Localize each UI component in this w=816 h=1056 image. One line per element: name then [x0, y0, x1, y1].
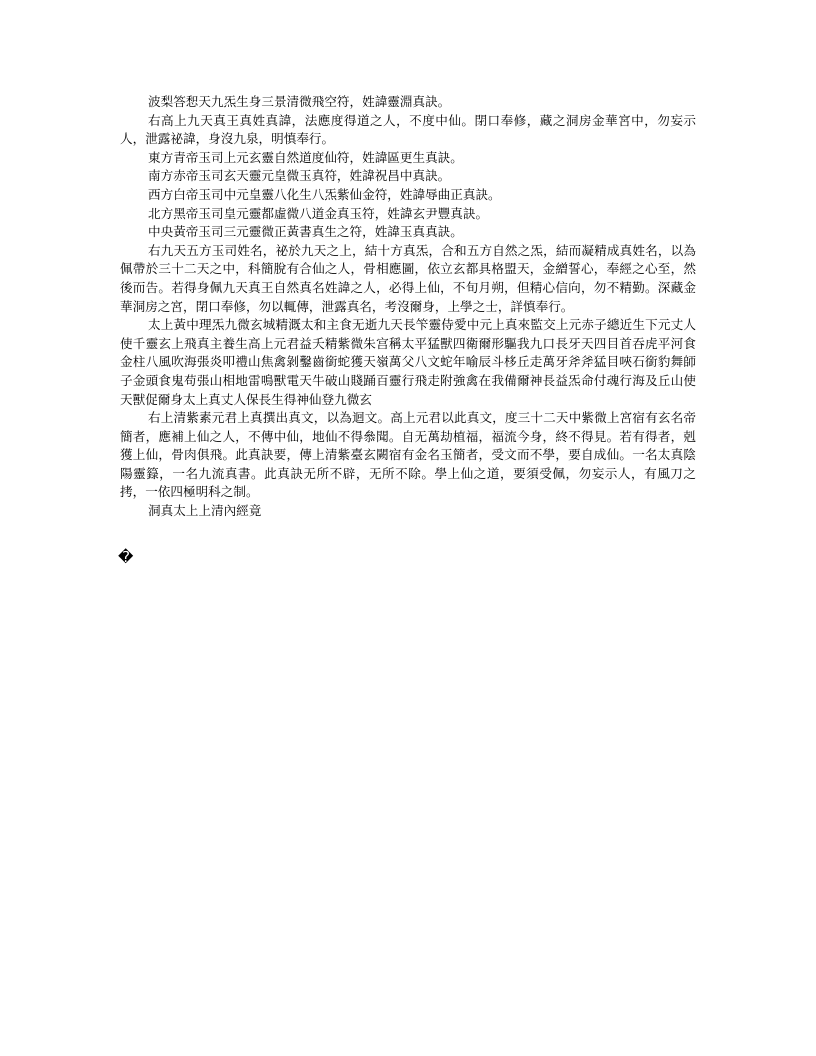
paragraph-colophon: 洞真太上上清內經竟: [148, 503, 262, 519]
paragraph-five-directions-note: 右九天五方玉司姓名，祕於九天之上，結十方真炁，合和五方自然之炁，結而凝精成真姓名，以為佩帶於三十二天之中，科簡脫有合仙之人，骨相應圖，依立玄都具格盟天，金繒誓心，奉經之心至，然後而告。若得身佩九天真王自然真名姓諱之人，必得上仙，不旬月朔，但精心信向，勿不精勤。深藏金華洞房之宮，閉口奉修，勿以輒傳，泄露真名，考沒爾身，上學之士，詳慎奉行。: [120, 242, 696, 314]
paragraph-talisman-heading: 波梨答惒天九炁生身三景清微飛空符，姓諱靈淵真訣。: [148, 94, 451, 109]
paragraph-north: 北方黑帝玉司皇元靈都虛微八道金真玉符，姓諱玄尹豐真訣。: [148, 205, 489, 221]
paragraph-west: 西方白帝玉司中元皇靈八化生八炁紫仙金符，姓諱辱曲正真訣。: [148, 186, 501, 202]
paragraph-nine-heavens-note: 右高上九天真王真姓真諱，法應度得道之人，不度中仙。閉口奉修，藏之洞房金華宮中，勿妄示人，泄露祕諱，身沒九泉，明慎奉行。: [120, 112, 696, 147]
paragraph-closing-note: 右上清紫素元君上真撰出真文，以為迴文。高上元君以此真文，度三十二天中紫微上宮宿有玄名帝簡者，應補上仙之人，不傳中仙，地仙不得叅聞。自无萬劫植福，福流今身，終不得見。若有得者，剋獲上仙，骨肉俱飛。此真訣要，傳上清紫臺玄闕宿有金名玉簡者，受文而不學，要自成仙。一名太真陰陽靈籙，一名九流真書。此真訣无所不辟，无所不除。學上仙之道，要須受佩，勿妄示人，有風刀之拷，一依四極明科之制。: [120, 410, 696, 500]
paragraph-center: 中央黃帝玉司三元靈微正黃書真生之符，姓諱玉真真訣。: [148, 224, 463, 240]
document-body: [120, 93, 696, 521]
paragraph-south: 南方赤帝玉司玄天靈元皇微玉真符，姓諱祝昌中真訣。: [148, 168, 451, 184]
paragraph-incantation: 太上黃中理炁九微玄城精溉太和主食无逝九天長笇靈侍愛中元上真來監交上元赤子總近生下元丈人使千靈玄上飛真主養生高上元君益夭精紫微朱宫稱太平猛獸四衛爾形驅我九口長牙天四目首吞虎平河食金柱八風吹海張炎叩禮山焦禽剝鑿齒銜蛇獲天嶺萬父八文蛇年喻辰斗栘丘走萬牙斧斧猛目唊石銜豹舞師子金頭食鬼苟張山相地雷鳴獸電天牛破山賤踊百靈行飛走附強禽在我備爾神長益炁命付魂行海及丘山使天獸促爾身太上真丈人保長生得神仙登九微玄: [120, 317, 696, 407]
paragraph-east: 東方青帝玉司上元玄靈自然道度仙符，姓諱區更生真訣。: [148, 149, 463, 165]
replacement-glyph: �: [118, 548, 134, 566]
